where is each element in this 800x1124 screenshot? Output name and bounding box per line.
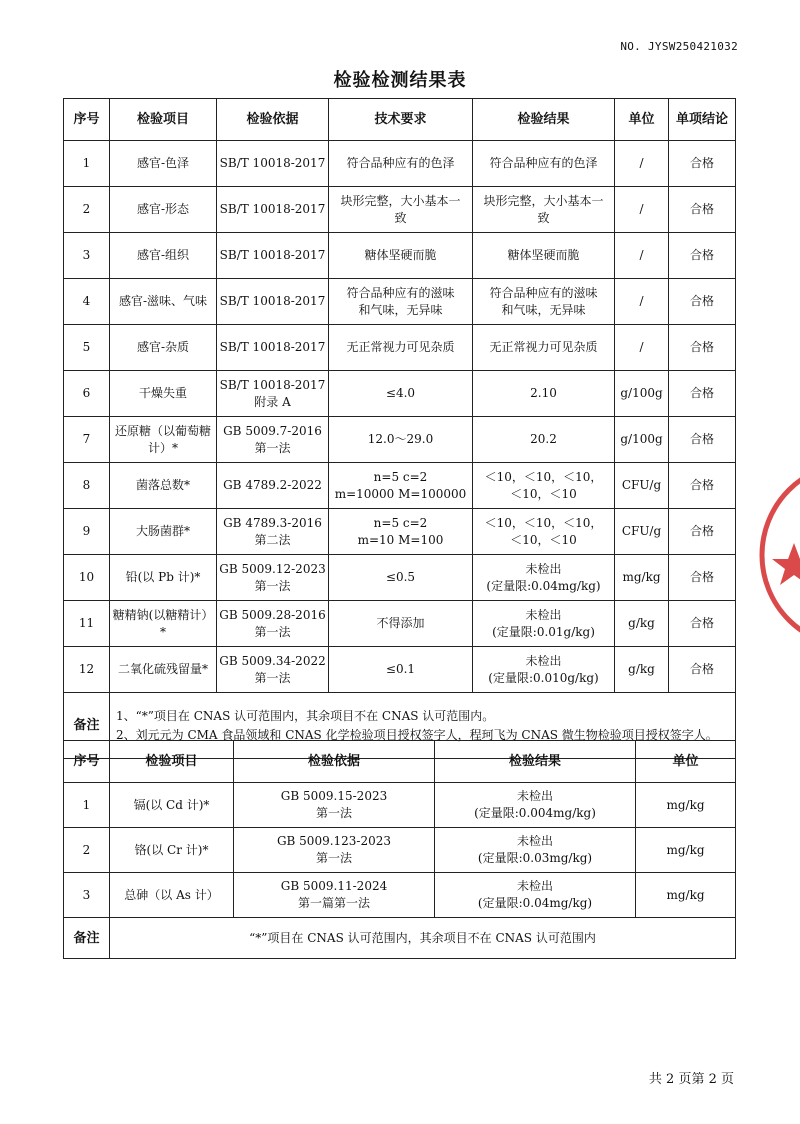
technical-requirement	[329, 141, 473, 187]
test-basis-line: 第一法	[315, 806, 352, 820]
conclusion: 合格	[669, 141, 736, 187]
table-row	[64, 555, 736, 601]
test-result	[473, 463, 615, 509]
header-result: 检验结果	[473, 99, 615, 141]
test-basis-line: GB 5009.34-2022	[219, 653, 326, 668]
table-row	[64, 187, 736, 233]
unit: mg/kg	[636, 828, 736, 873]
test-item: 感官-组织	[110, 233, 217, 279]
table-row	[64, 601, 736, 647]
header-unit: 单位	[615, 99, 669, 141]
technical-requirement-line: ≤0.1	[385, 662, 416, 676]
test-item: 感官-杂质	[110, 325, 217, 371]
unit: g/kg	[615, 647, 669, 693]
unit: mg/kg	[615, 555, 669, 601]
heavy-metal-table	[63, 740, 736, 959]
conclusion: 合格	[669, 233, 736, 279]
unit: CFU/g	[615, 509, 669, 555]
test-result-line: 糖体坚硬而脆	[507, 248, 580, 262]
results-table	[63, 98, 736, 759]
test-item: 干燥失重	[110, 371, 217, 417]
conclusion: 合格	[669, 555, 736, 601]
test-result	[473, 601, 615, 647]
test-result-line: 致	[537, 210, 550, 225]
table-row	[64, 417, 736, 463]
test-result-line: (定量限:0.04mg/kg)	[477, 896, 593, 910]
technical-requirement	[329, 279, 473, 325]
technical-requirement	[329, 233, 473, 279]
page-title: 检验检测结果表	[333, 70, 467, 91]
metal-header-row	[64, 741, 736, 783]
test-result-line: (定量限:0.004mg/kg)	[474, 806, 596, 820]
test-basis-line: SB/T 10018-2017	[219, 202, 326, 216]
test-item: 感官-色泽	[110, 141, 217, 187]
technical-requirement-line: ≤4.0	[385, 386, 416, 400]
test-result	[473, 647, 615, 693]
conclusion: 合格	[669, 647, 736, 693]
technical-requirement	[329, 325, 473, 371]
row-number: 7	[64, 417, 110, 463]
metal-header-result: 检验结果	[435, 741, 636, 783]
test-result-line: ＜10，＜10	[510, 532, 577, 547]
test-basis-line: SB/T 10018-2017	[219, 294, 326, 308]
unit: CFU/g	[615, 463, 669, 509]
technical-requirement-line: 符合品种应有的滋味	[346, 285, 455, 300]
unit: g/kg	[615, 601, 669, 647]
test-result	[473, 555, 615, 601]
test-result-line: 未检出	[525, 561, 562, 576]
technical-requirement-line: m=10 M=100	[357, 532, 444, 547]
page-number: 共 2 页第 2 页	[648, 1072, 734, 1087]
test-basis-line: 第一法	[254, 624, 291, 639]
test-result-line: 未检出	[516, 834, 553, 848]
test-basis	[217, 647, 329, 693]
row-number: 8	[64, 463, 110, 509]
row-number: 3	[64, 233, 110, 279]
conclusion: 合格	[669, 509, 736, 555]
test-item: 菌落总数*	[110, 463, 217, 509]
header-conclusion: 单项结论	[669, 99, 736, 141]
test-result	[473, 141, 615, 187]
test-result	[473, 417, 615, 463]
table-row	[64, 141, 736, 187]
conclusion: 合格	[669, 279, 736, 325]
header-item: 检验项目	[110, 99, 217, 141]
test-result-line: (定量限:0.01g/kg)	[492, 624, 595, 639]
test-basis	[234, 873, 435, 918]
note-line-2: 2、刘元元为 CMA 食品领域和 CNAS 化学检验项目授权签字人，程珂飞为 CNAS 微生物检验项目授权签字人。	[116, 727, 718, 742]
conclusion: 合格	[669, 325, 736, 371]
unit: g/100g	[615, 371, 669, 417]
unit: /	[615, 187, 669, 233]
test-result-line: 和气味，无异味	[501, 302, 586, 317]
technical-requirement-line: ≤0.5	[385, 570, 416, 584]
test-basis-line: GB 5009.7-2016	[223, 423, 322, 438]
test-item: 总砷（以 As 计）	[110, 873, 234, 918]
test-result-line: 未检出	[516, 879, 553, 893]
test-result	[435, 828, 636, 873]
test-basis	[217, 371, 329, 417]
technical-requirement-line: 无正常视力可见杂质	[346, 340, 455, 354]
test-basis-line: SB/T 10018-2017	[219, 340, 326, 354]
test-result-line: 符合品种应有的色泽	[489, 156, 598, 170]
metal-note-row	[64, 918, 736, 959]
test-result	[435, 783, 636, 828]
table-row	[64, 509, 736, 555]
test-basis-line: GB 4789.2-2022	[223, 478, 322, 492]
test-basis-line: 第一法	[254, 440, 291, 455]
test-basis-line: 附录 A	[254, 394, 291, 409]
technical-requirement	[329, 417, 473, 463]
conclusion: 合格	[669, 601, 736, 647]
table-row	[64, 325, 736, 371]
test-item: 感官-形态	[110, 187, 217, 233]
conclusion: 合格	[669, 371, 736, 417]
report-number: NO. JYSW250421032	[620, 40, 738, 53]
test-result-line: 20.2	[530, 432, 557, 446]
test-basis-line: 第二法	[254, 532, 291, 547]
test-result-line: 块形完整，大小基本一	[483, 193, 604, 208]
results-body	[64, 141, 736, 693]
test-result-line: (定量限:0.03mg/kg)	[477, 851, 593, 865]
test-item: 铅(以 Pb 计)*	[110, 555, 217, 601]
test-basis	[217, 509, 329, 555]
note-line-1: 1、“*”项目在 CNAS 认可范围内，其余项目不在 CNAS 认可范围内。	[116, 708, 495, 723]
header-requirement: 技术要求	[329, 99, 473, 141]
metal-header-item: 检验项目	[110, 741, 234, 783]
test-result	[473, 325, 615, 371]
test-item: 镉(以 Cd 计)*	[110, 783, 234, 828]
test-item: 二氧化硫残留量*	[110, 647, 217, 693]
test-result-line: (定量限:0.04mg/kg)	[486, 578, 601, 593]
test-result-line: (定量限:0.010g/kg)	[488, 670, 599, 685]
header-basis: 检验依据	[217, 99, 329, 141]
unit: /	[615, 233, 669, 279]
test-result-line: 未检出	[516, 789, 553, 803]
conclusion: 合格	[669, 417, 736, 463]
test-result	[473, 509, 615, 555]
row-number: 6	[64, 371, 110, 417]
technical-requirement-line: m=10000 M=100000	[334, 486, 467, 501]
test-item: 感官-滋味、气味	[110, 279, 217, 325]
table-row	[64, 647, 736, 693]
test-basis	[217, 463, 329, 509]
test-basis	[234, 783, 435, 828]
technical-requirement-line: n=5 c=2	[373, 469, 428, 484]
unit: mg/kg	[636, 783, 736, 828]
technical-requirement-line: 糖体坚硬而脆	[364, 248, 437, 262]
test-basis-line: GB 5009.15-2023	[280, 789, 388, 803]
table-row	[64, 783, 736, 828]
test-result-line: 符合品种应有的滋味	[489, 285, 598, 300]
technical-requirement-line: 块形完整，大小基本一	[340, 193, 461, 208]
test-basis	[217, 279, 329, 325]
test-result-line: 无正常视力可见杂质	[489, 340, 598, 354]
metal-header-unit: 单位	[636, 741, 736, 783]
test-basis-line: GB 5009.11-2024	[280, 879, 388, 893]
conclusion: 合格	[669, 463, 736, 509]
technical-requirement-line: 不得添加	[376, 616, 425, 630]
test-basis-line: GB 4789.3-2016	[223, 515, 322, 530]
technical-requirement	[329, 601, 473, 647]
row-number: 1	[64, 141, 110, 187]
technical-requirement-line: 12.0～29.0	[367, 432, 434, 446]
results-header-row	[64, 99, 736, 141]
test-basis-line: GB 5009.12-2023	[219, 561, 326, 576]
test-result-line: ＜10，＜10，＜10，	[484, 515, 603, 530]
test-result-line: ＜10，＜10，＜10，	[484, 469, 603, 484]
test-basis	[217, 417, 329, 463]
technical-requirement	[329, 371, 473, 417]
test-basis	[217, 233, 329, 279]
test-basis-line: SB/T 10018-2017	[219, 377, 326, 392]
test-result	[473, 371, 615, 417]
test-result-line: 2.10	[530, 386, 557, 400]
metal-header-no: 序号	[64, 741, 110, 783]
row-number: 4	[64, 279, 110, 325]
test-basis-line: SB/T 10018-2017	[219, 156, 326, 170]
test-basis-line: 第一法	[254, 578, 291, 593]
unit: /	[615, 141, 669, 187]
metal-header-basis: 检验依据	[234, 741, 435, 783]
metal-note-label: 备注	[64, 918, 110, 959]
table-row	[64, 828, 736, 873]
technical-requirement	[329, 509, 473, 555]
test-result	[473, 233, 615, 279]
row-number: 11	[64, 601, 110, 647]
technical-requirement-line: n=5 c=2	[373, 515, 428, 530]
conclusion: 合格	[669, 187, 736, 233]
test-item: 还原糖（以葡萄糖计）*	[110, 417, 217, 463]
test-basis	[217, 187, 329, 233]
table-row	[64, 279, 736, 325]
test-basis	[234, 828, 435, 873]
test-basis-line: SB/T 10018-2017	[219, 248, 326, 262]
metal-note-text: “*”项目在 CNAS 认可范围内，其余项目不在 CNAS 认可范围内	[110, 918, 736, 959]
test-result	[473, 187, 615, 233]
test-item: 大肠菌群*	[110, 509, 217, 555]
table-row	[64, 371, 736, 417]
test-result-line: ＜10，＜10	[510, 486, 577, 501]
test-basis	[217, 601, 329, 647]
row-number: 1	[64, 783, 110, 828]
table-row	[64, 463, 736, 509]
technical-requirement	[329, 187, 473, 233]
test-basis-line: GB 5009.123-2023	[276, 834, 392, 848]
test-basis-line: GB 5009.28-2016	[219, 607, 326, 622]
test-item: 铬(以 Cr 计)*	[110, 828, 234, 873]
technical-requirement	[329, 647, 473, 693]
metal-body	[64, 783, 736, 918]
technical-requirement-line: 符合品种应有的色泽	[346, 156, 455, 170]
test-result	[435, 873, 636, 918]
row-number: 10	[64, 555, 110, 601]
table-row	[64, 873, 736, 918]
header-no: 序号	[64, 99, 110, 141]
row-number: 9	[64, 509, 110, 555]
test-basis-line: 第一篇第一法	[297, 896, 370, 910]
test-basis-line: 第一法	[315, 851, 352, 865]
technical-requirement	[329, 463, 473, 509]
technical-requirement-line: 致	[394, 210, 407, 225]
unit: /	[615, 279, 669, 325]
technical-requirement	[329, 555, 473, 601]
test-item: 糖精钠(以糖精计）*	[110, 601, 217, 647]
unit: /	[615, 325, 669, 371]
note-label: 备注	[64, 693, 110, 759]
test-result-line: 未检出	[525, 653, 562, 668]
test-basis	[217, 555, 329, 601]
test-basis	[217, 141, 329, 187]
row-number: 5	[64, 325, 110, 371]
test-basis-line: 第一法	[254, 670, 291, 685]
row-number: 3	[64, 873, 110, 918]
unit: mg/kg	[636, 873, 736, 918]
row-number: 2	[64, 187, 110, 233]
table-row	[64, 233, 736, 279]
unit: g/100g	[615, 417, 669, 463]
row-number: 2	[64, 828, 110, 873]
row-number: 12	[64, 647, 110, 693]
test-result-line: 未检出	[525, 607, 562, 622]
test-result	[473, 279, 615, 325]
test-basis	[217, 325, 329, 371]
technical-requirement-line: 和气味，无异味	[358, 302, 443, 317]
official-seal-stamp	[754, 455, 800, 655]
